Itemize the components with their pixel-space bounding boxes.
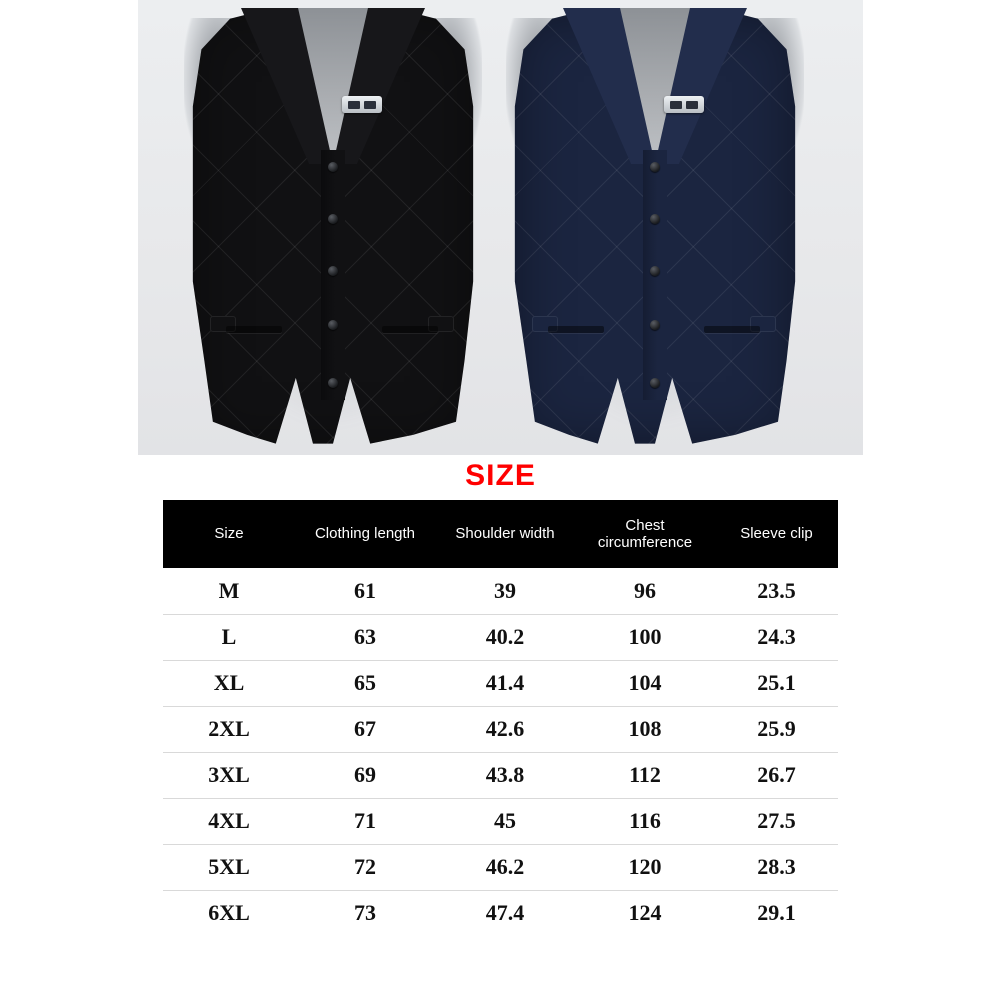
cell-size: 3XL bbox=[163, 752, 295, 798]
table-row bbox=[163, 798, 838, 844]
size-section-title: SIZE bbox=[465, 459, 536, 492]
cell-sleeve-clip: 24.3 bbox=[715, 614, 838, 660]
pocket-right bbox=[382, 326, 438, 333]
cell-chest-circumference: 100 bbox=[575, 614, 715, 660]
cell-size: 6XL bbox=[208, 900, 250, 926]
cell-chest-circumference: 112 bbox=[575, 752, 715, 798]
heating-control-badge-icon bbox=[342, 96, 382, 113]
table-row bbox=[163, 568, 838, 614]
table-row bbox=[163, 890, 838, 936]
cell-chest-circumference: 120 bbox=[575, 844, 715, 890]
vest-button bbox=[650, 162, 660, 172]
cell-size: 5XL bbox=[163, 844, 295, 890]
black-vest-figure bbox=[168, 0, 498, 455]
table-row bbox=[163, 844, 838, 890]
cell-shoulder-width: 47.4 bbox=[485, 900, 525, 926]
table-row bbox=[163, 660, 838, 706]
cell-size: L bbox=[163, 614, 295, 660]
cell-clothing-length: 71 bbox=[295, 798, 435, 844]
vest-button bbox=[650, 214, 660, 224]
cell-shoulder-width: 45 bbox=[435, 798, 575, 844]
cell-chest-circumference: 116 bbox=[575, 798, 715, 844]
cell-sleeve-clip: 27.5 bbox=[715, 798, 838, 844]
cell-clothing-length: 61 bbox=[295, 568, 435, 614]
vest-button bbox=[650, 378, 660, 388]
cell-clothing-length: 73 bbox=[354, 900, 376, 926]
cell-shoulder-width: 40.2 bbox=[435, 614, 575, 660]
column-header-clothing-length: Clothing length bbox=[295, 500, 435, 568]
cell-sleeve-clip: 29.1 bbox=[757, 900, 796, 926]
vest-button bbox=[328, 162, 338, 172]
cell-sleeve-clip: 25.9 bbox=[715, 706, 838, 752]
column-header-chest-circumference: Chest circumference bbox=[575, 500, 715, 568]
size-chart-header bbox=[163, 500, 838, 568]
cell-clothing-length: 65 bbox=[295, 660, 435, 706]
cell-clothing-length: 69 bbox=[295, 752, 435, 798]
cell-sleeve-clip: 23.5 bbox=[715, 568, 838, 614]
cell-sleeve-clip: 28.3 bbox=[715, 844, 838, 890]
cell-chest-circumference: 108 bbox=[575, 706, 715, 752]
vest-button bbox=[650, 320, 660, 330]
pocket-right bbox=[704, 326, 760, 333]
cell-clothing-length: 72 bbox=[295, 844, 435, 890]
cell-size: M bbox=[163, 568, 295, 614]
cell-shoulder-width: 42.6 bbox=[435, 706, 575, 752]
cell-clothing-length: 63 bbox=[295, 614, 435, 660]
pocket-left bbox=[226, 326, 282, 333]
vest-button bbox=[328, 320, 338, 330]
cell-chest-circumference: 96 bbox=[575, 568, 715, 614]
cell-chest-circumference: 104 bbox=[575, 660, 715, 706]
column-header-sleeve-clip: Sleeve clip bbox=[715, 500, 838, 568]
cell-sleeve-clip: 26.7 bbox=[715, 752, 838, 798]
cell-shoulder-width: 39 bbox=[435, 568, 575, 614]
table-row bbox=[163, 706, 838, 752]
cell-chest-circumference: 124 bbox=[628, 900, 662, 926]
navy-vest-figure bbox=[490, 0, 820, 455]
table-row bbox=[163, 614, 838, 660]
size-chart-table bbox=[163, 500, 838, 936]
product-photo bbox=[138, 0, 863, 455]
column-header-shoulder-width: Shoulder width bbox=[435, 500, 575, 568]
cell-clothing-length: 67 bbox=[295, 706, 435, 752]
black-vest-graphic bbox=[190, 10, 476, 448]
cell-size: 2XL bbox=[163, 706, 295, 752]
cell-shoulder-width: 43.8 bbox=[435, 752, 575, 798]
cell-size: 4XL bbox=[163, 798, 295, 844]
pocket-left bbox=[548, 326, 604, 333]
vest-button bbox=[328, 266, 338, 276]
navy-vest-graphic bbox=[512, 10, 798, 448]
cell-shoulder-width: 41.4 bbox=[435, 660, 575, 706]
heating-control-badge-icon bbox=[664, 96, 704, 113]
size-chart-body bbox=[163, 568, 838, 936]
column-header-size: Size bbox=[163, 500, 295, 568]
cell-sleeve-clip: 25.1 bbox=[715, 660, 838, 706]
vest-button bbox=[650, 266, 660, 276]
table-row bbox=[163, 752, 838, 798]
vest-button bbox=[328, 378, 338, 388]
vest-button bbox=[328, 214, 338, 224]
cell-size: XL bbox=[163, 660, 295, 706]
table-header-row bbox=[163, 500, 838, 568]
cell-shoulder-width: 46.2 bbox=[435, 844, 575, 890]
